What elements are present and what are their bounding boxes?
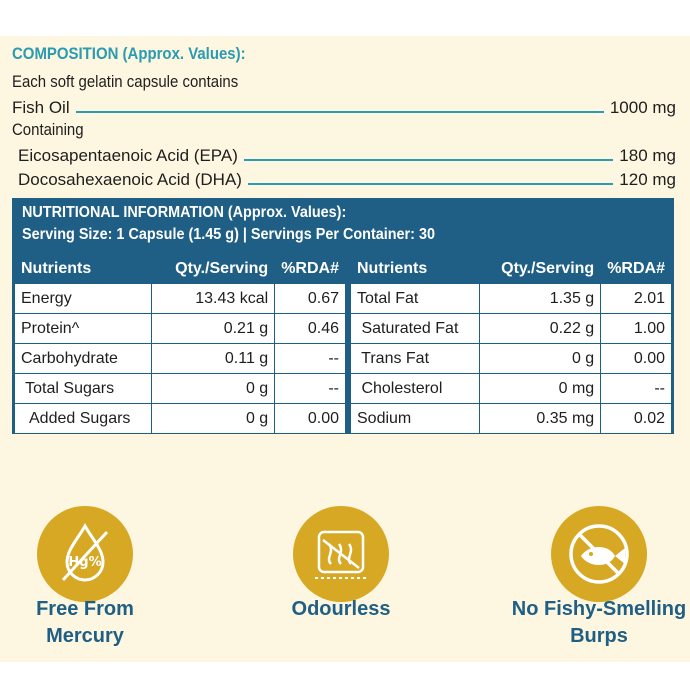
nutrient-rda: 0.00 xyxy=(601,344,672,374)
nutrient-rda: 0.00 xyxy=(275,404,346,434)
feature-label-mercury xyxy=(0,596,200,650)
nutrient-name: Carbohydrate xyxy=(15,344,152,374)
nutrient-qty: 0.21 g xyxy=(152,314,275,344)
nutrient-rda: -- xyxy=(601,374,672,404)
table-row xyxy=(15,344,346,374)
composition-title: COMPOSITION (Approx. Values): xyxy=(12,44,246,63)
table-header-row xyxy=(15,254,346,284)
composition-containing: Containing xyxy=(12,120,84,139)
nutrient-qty: 0.22 g xyxy=(480,314,601,344)
composition-row-epa xyxy=(18,142,676,166)
composition-row-fish-oil xyxy=(12,94,676,118)
nutrient-rda: 0.67 xyxy=(275,284,346,314)
feature-label-line2: Mercury xyxy=(46,625,124,647)
header-rda: %RDA# xyxy=(601,254,672,284)
table-header-row xyxy=(351,254,672,284)
feature-label-line1: Free From xyxy=(36,598,134,620)
dha-label: Docosahexaenoic Acid (DHA) xyxy=(18,170,242,189)
nutrient-rda: -- xyxy=(275,344,346,374)
epa-label: Eicosapentaenoic Acid (EPA) xyxy=(18,146,238,165)
nutrient-name: Energy xyxy=(15,284,152,314)
nutrition-title: NUTRITIONAL INFORMATION (Approx. Values): xyxy=(22,204,347,221)
nutrient-rda: -- xyxy=(275,374,346,404)
nutrient-qty: 13.43 kcal xyxy=(152,284,275,314)
nutrition-serving: Serving Size: 1 Capsule (1.45 g) | Servings Per Container: 30 xyxy=(22,226,435,243)
composition-intro: Each soft gelatin capsule contains xyxy=(12,72,239,91)
feature-label-line1: Odourless xyxy=(291,598,391,620)
nutrient-name: Cholesterol xyxy=(351,374,480,404)
table-row xyxy=(15,404,346,434)
nutrient-name: Trans Fat xyxy=(351,344,480,374)
composition-row-dha xyxy=(18,166,676,190)
leader-line xyxy=(76,111,604,113)
nutrient-qty: 0.11 g xyxy=(152,344,275,374)
nutrient-rda: 2.01 xyxy=(601,284,672,314)
nutrient-qty: 0 mg xyxy=(480,374,601,404)
table-row xyxy=(351,404,672,434)
header-nutrients: Nutrients xyxy=(351,254,480,284)
table-row xyxy=(15,314,346,344)
nutrient-qty: 0 g xyxy=(152,404,275,434)
nutrient-rda: 0.46 xyxy=(275,314,346,344)
nutrition-table-left xyxy=(14,253,346,434)
leader-line xyxy=(244,159,613,161)
nutrient-qty: 0 g xyxy=(480,344,601,374)
feature-label-line1: No Fishy-Smelling xyxy=(511,598,687,620)
no-mercury-icon xyxy=(37,506,133,602)
table-row xyxy=(351,344,672,374)
hg-symbol: Hg% xyxy=(68,555,102,570)
nutrient-name: Sodium xyxy=(351,404,480,434)
nutrient-name: Added Sugars xyxy=(15,404,152,434)
epa-value: 180 mg xyxy=(619,146,676,165)
feature-label-burps xyxy=(484,596,690,650)
nutrient-name: Saturated Fat xyxy=(351,314,480,344)
header-qty: Qty./Serving xyxy=(480,254,601,284)
nutrient-name: Total Fat xyxy=(351,284,480,314)
feature-label-odourless xyxy=(226,596,456,623)
table-row xyxy=(351,374,672,404)
nutrient-name: Total Sugars xyxy=(15,374,152,404)
header-nutrients: Nutrients xyxy=(15,254,152,284)
nutrient-qty: 0 g xyxy=(152,374,275,404)
nutrient-qty: 1.35 g xyxy=(480,284,601,314)
product-info-panel xyxy=(0,36,690,662)
header-qty: Qty./Serving xyxy=(152,254,275,284)
fish-oil-label: Fish Oil xyxy=(12,98,70,117)
table-row xyxy=(15,374,346,404)
table-row xyxy=(15,284,346,314)
leader-line xyxy=(248,183,613,185)
header-rda: %RDA# xyxy=(275,254,346,284)
nutrient-name: Protein^ xyxy=(15,314,152,344)
odourless-icon xyxy=(293,506,389,602)
table-row xyxy=(351,284,672,314)
nutrition-table-right xyxy=(350,253,672,434)
no-fish-icon xyxy=(551,506,647,602)
nutrient-rda: 1.00 xyxy=(601,314,672,344)
dha-value: 120 mg xyxy=(619,170,676,189)
feature-label-line2: Burps xyxy=(570,625,628,647)
fish-oil-value: 1000 mg xyxy=(609,98,676,117)
nutrient-rda: 0.02 xyxy=(601,404,672,434)
nutrient-qty: 0.35 mg xyxy=(480,404,601,434)
nutrition-box xyxy=(12,198,674,434)
table-row xyxy=(351,314,672,344)
